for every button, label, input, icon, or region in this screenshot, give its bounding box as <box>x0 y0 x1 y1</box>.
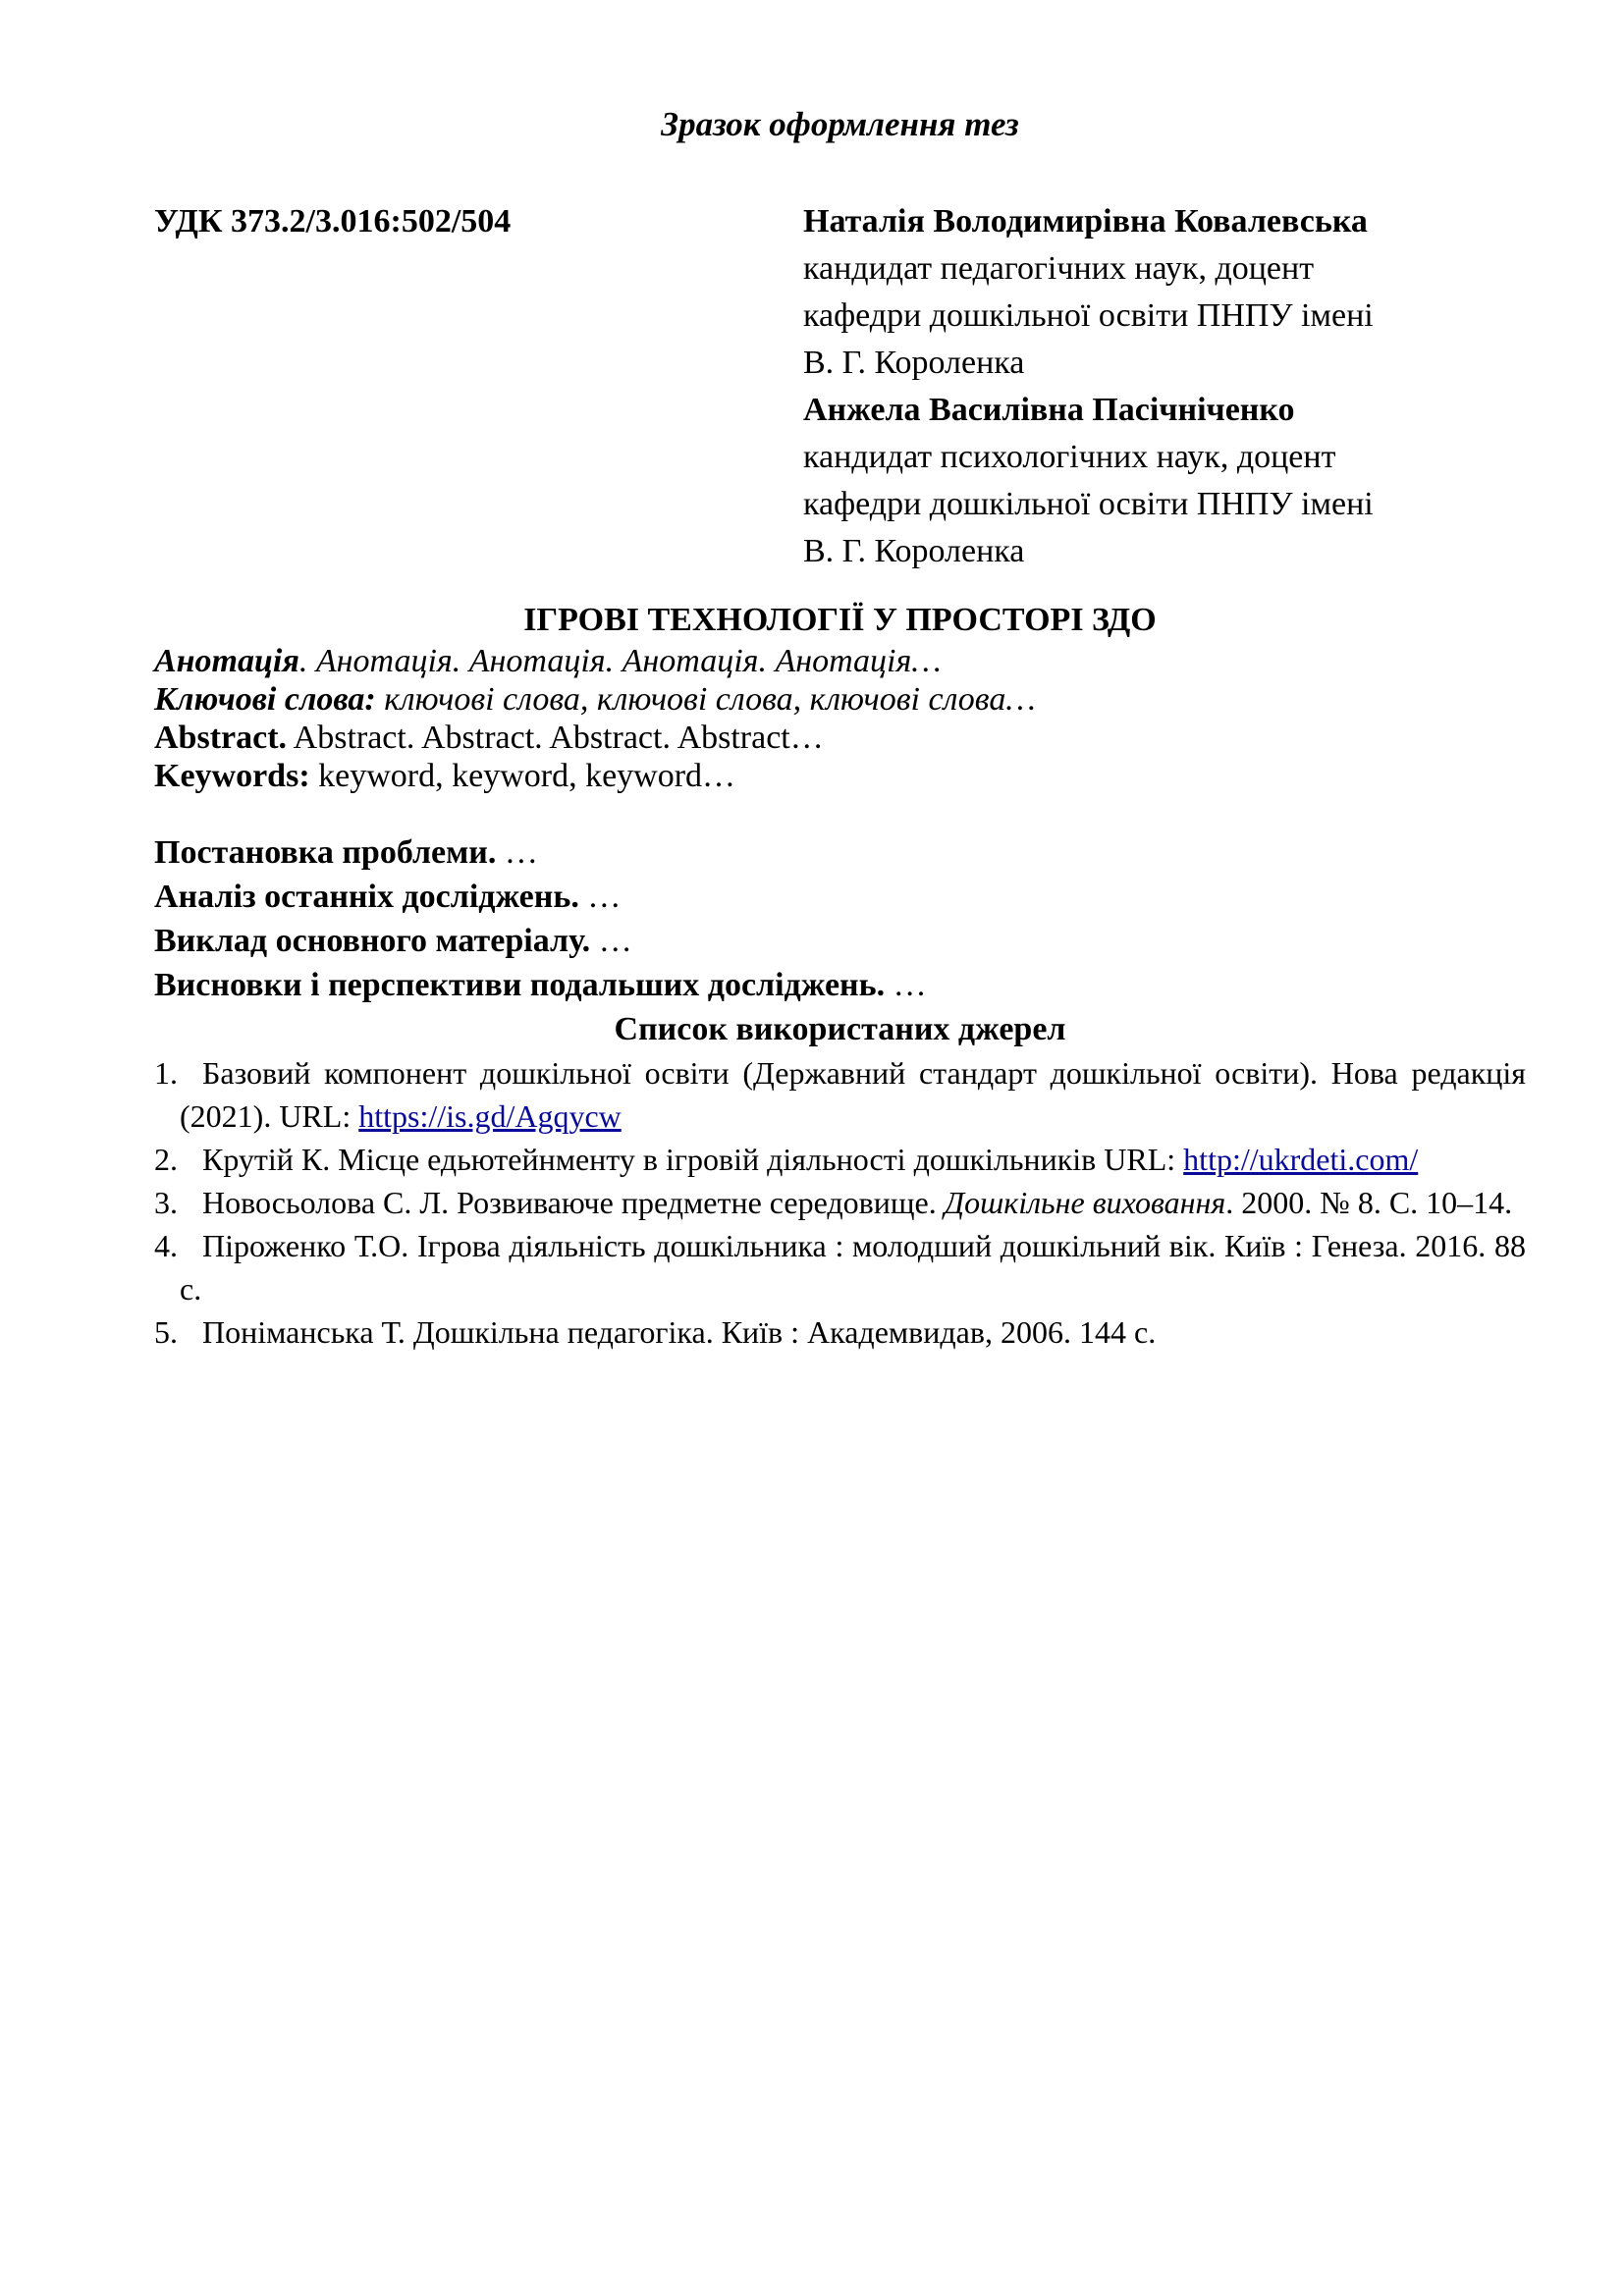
author-affiliation-line: В. Г. Короленка <box>803 345 1025 381</box>
abstract-text: Abstract. Abstract. Abstract. Abstract… <box>287 720 824 756</box>
reference-list <box>154 1051 1526 1354</box>
abstract-text: keyword, keyword, keyword… <box>309 758 736 794</box>
abstract-text: . Анотація. Анотація. Анотація. Анотація… <box>298 643 942 679</box>
reference-number: 1. <box>154 1055 178 1091</box>
abstract-line-abstract-en <box>154 719 1526 757</box>
authors-block <box>803 198 1526 575</box>
reference-link[interactable]: https://is.gd/Agqycw <box>358 1098 622 1134</box>
document-sample-title: Зразок оформлення тез <box>661 105 1019 143</box>
reference-number: 4. <box>154 1228 178 1263</box>
udc-code: УДК 373.2/3.016:502/504 <box>154 203 512 240</box>
byline-row <box>154 198 1526 575</box>
author-affiliation-line: кандидат педагогічних наук, доцент <box>803 250 1315 287</box>
section-label: Аналіз останніх досліджень. <box>154 879 579 915</box>
abstract-label: Keywords: <box>154 758 310 794</box>
section-heading-analysis <box>154 875 1526 919</box>
section-label: Висновки і перспективи подальших досліджень. <box>154 967 886 1003</box>
section-label: Постановка проблеми. <box>154 834 497 871</box>
author-affiliation-line: кафедри дошкільної освіти ПНПУ імені <box>803 297 1374 334</box>
abstract-line-annotation <box>154 642 1526 680</box>
reference-link[interactable]: http://ukrdeti.com/ <box>1183 1142 1419 1177</box>
section-label: Виклад основного матеріалу. <box>154 923 591 959</box>
reference-text: Піроженко Т.О. Ігрова діяльність дошкільника : молодший дошкільний вік. Київ : Генеза. 2016. 88 с. <box>180 1228 1526 1307</box>
section-heading-problem <box>154 830 1526 875</box>
reference-item <box>154 1181 1526 1224</box>
reference-text: Новосьолова С. Л. Розвиваюче предметне середовище. <box>202 1185 945 1220</box>
section-text: … <box>590 923 632 959</box>
references-heading: Список використаних джерел <box>614 1011 1066 1047</box>
author-group <box>803 198 1526 387</box>
section-text: … <box>885 967 927 1003</box>
section-heading-material <box>154 919 1526 963</box>
abstract-line-keywords-en <box>154 757 1526 795</box>
abstract-line-keywords-ua <box>154 680 1526 719</box>
abstract-label: Ключові слова: <box>154 681 376 718</box>
abstract-label: Abstract. <box>154 720 288 756</box>
reference-item <box>154 1051 1526 1138</box>
section-heading-conclusions <box>154 963 1526 1007</box>
reference-number: 2. <box>154 1142 178 1177</box>
reference-text: . 2000. № 8. С. 10–14. <box>1225 1185 1513 1220</box>
author-affiliation-line: кафедри дошкільної освіти ПНПУ імені <box>803 486 1374 522</box>
reference-text: Базовий компонент дошкільної освіти (Державний стандарт дошкільної освіти). Нова редакція (2021). URL: <box>180 1055 1526 1134</box>
author-group <box>803 387 1526 575</box>
abstract-text: ключові слова, ключові слова, ключові слова… <box>375 681 1036 718</box>
reference-text: Поніманська Т. Дошкільна педагогіка. Київ : Академвидав, 2006. 144 с. <box>202 1314 1157 1350</box>
abstract-label: Анотація <box>154 643 299 679</box>
reference-text: Дошкільне виховання <box>944 1185 1226 1220</box>
author-affiliation-line: кандидат психологічних наук, доцент <box>803 439 1336 475</box>
author-name: Анжела Василівна Пасічніченко <box>803 392 1295 428</box>
abstract-block <box>154 642 1526 795</box>
sections-block <box>154 830 1526 1007</box>
reference-item <box>154 1224 1526 1310</box>
article-title: ІГРОВІ ТЕХНОЛОГІЇ У ПРОСТОРІ ЗДО <box>523 602 1157 638</box>
author-name: Наталія Володимирівна Ковалевська <box>803 203 1368 240</box>
section-text: … <box>578 879 622 915</box>
reference-number: 5. <box>154 1314 178 1350</box>
author-affiliation-line: В. Г. Короленка <box>803 533 1025 569</box>
reference-item <box>154 1138 1526 1181</box>
reference-item <box>154 1310 1526 1354</box>
section-text: … <box>496 834 538 871</box>
reference-text: Крутій К. Місце едьютейнменту в ігровій діяльності дошкільників URL: <box>202 1142 1184 1177</box>
reference-number: 3. <box>154 1185 178 1220</box>
